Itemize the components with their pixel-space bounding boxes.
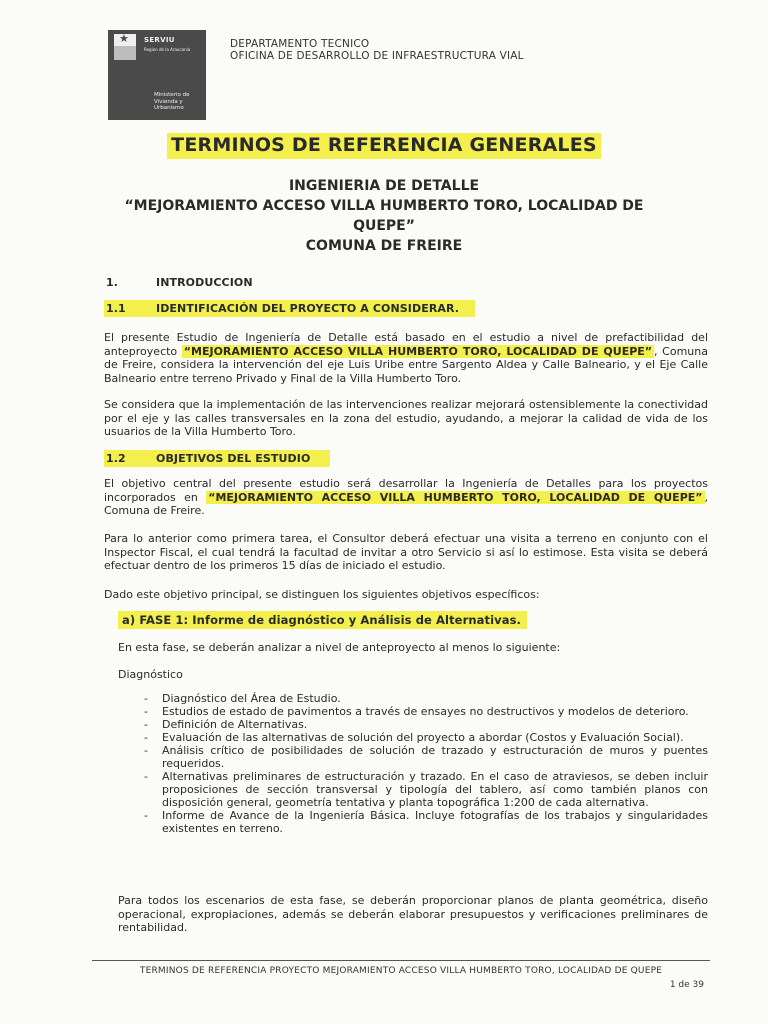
serviu-logo <box>108 30 206 120</box>
subtitle-line-1: INGENIERIA DE DETALLE <box>288 178 480 194</box>
document-subtitle <box>110 176 658 256</box>
subtitle-line-2: “MEJORAMIENTO ACCESO VILLA HUMBERTO TORO, LOCALIDAD DE <box>124 198 644 214</box>
paragraph-objective <box>104 477 708 518</box>
section-1-1-heading <box>104 302 475 315</box>
diagnostic-label: Diagnóstico <box>118 668 183 681</box>
section-number: 1.1 <box>106 302 126 315</box>
section-title: INTRODUCCION <box>156 276 253 289</box>
phase-1-title: a) FASE 1: Informe de diagnóstico y Análisis de Alternativas. <box>118 611 527 629</box>
subtitle-line-3: QUEPE” <box>353 218 415 234</box>
diagnostic-list <box>140 692 708 835</box>
paragraph-phase-intro: En esta fase, se deberán analizar a nivel de anteproyecto al menos lo siguiente: <box>118 641 561 654</box>
section-title: IDENTIFICACIÓN DEL PROYECTO A CONSIDERAR. <box>156 302 460 315</box>
section-1-2-heading <box>104 452 330 465</box>
section-number: 1.2 <box>106 452 126 465</box>
dept-line-1: DEPARTAMENTO TECNICO <box>230 38 370 50</box>
list-item: - Alternativas preliminares de estructuración y trazado. En el caso de atraviesos, se deben incluir proposiciones de sección transversal y tipología del tablero, así como también planos con disposición general, geometría tentativa y planta topográfica 1:200 de cada alternativa. <box>140 770 708 809</box>
list-item: - Análisis crítico de posibilidades de solución de trazado y estructuración de muros y puentes requeridos. <box>140 744 708 770</box>
footer-text: TERMINOS DE REFERENCIA PROYECTO MEJORAMIENTO ACCESO VILLA HUMBERTO TORO, LOCALIDAD DE QUEPE <box>139 966 663 976</box>
logo-ministry: Ministerio de Vivienda y Urbanismo <box>154 92 190 111</box>
paragraph-visit: Para lo anterior como primera tarea, el Consultor deberá efectuar una visita a terreno en conjunto con el Inspector Fiscal, el cual tendrá la facultad de invitar a otro Servicio si así lo estimose. Esta visita se deberá efectuar dentro de los primeros 15 días de iniciado el estudio. <box>104 532 708 572</box>
project-name-highlight: “MEJORAMIENTO ACCESO VILLA HUMBERTO TORO, LOCALIDAD DE QUEPE” <box>183 344 653 358</box>
logo-brand: SERVIU <box>144 36 175 44</box>
paragraph-specific-objectives: Dado este objetivo principal, se distinguen los siguientes objetivos específicos: <box>104 588 540 601</box>
page-number: 1 de 39 <box>669 980 704 990</box>
project-name-highlight: “MEJORAMIENTO ACCESO VILLA HUMBERTO TORO, LOCALIDAD DE QUEPE” <box>208 490 703 504</box>
seal-bottom-stripe <box>114 46 136 60</box>
paragraph-intro-c: , Comuna de Freire, considera la intervención del eje Luis Uribe entre Sargento Aldea y Calle Balneario, y el Eje Calle Balneario entre terreno Privado y Final de la Villa Humberto Toro. <box>104 344 708 385</box>
paragraph-objective-c: , Comuna de Freire. <box>104 490 708 517</box>
paragraph-scenarios: Para todos los escenarios de esta fase, se deberán proporcionar planos de planta geométrica, diseño operacional, expropiaciones, además se deberán elaborar presupuestos y verificaciones preliminares de rentabilidad. <box>118 894 708 934</box>
list-item: - Estudios de estado de pavimentos a través de ensayes no destructivos y modelos de deterioro. <box>140 705 708 718</box>
page-title <box>0 134 768 156</box>
star-icon: ★ <box>119 32 129 45</box>
section-1-heading <box>106 276 253 289</box>
paragraph-objective-a: El objetivo central del presente estudio será desarrollar la Ingeniería de Detalles para los proyectos incorporados en <box>104 477 708 504</box>
paragraph-intro <box>104 331 708 385</box>
subtitle-line-4: COMUNA DE FREIRE <box>305 238 463 254</box>
footer-divider <box>92 960 710 961</box>
paragraph-impact: Se considera que la implementación de las intervenciones realizar mejorará ostensiblemente la conectividad por el eje y las calles transversales en la zona del estudio, ayudando, a mejorar la calidad de vida de los usuarios de la Villa Humberto Toro. <box>104 398 708 438</box>
list-item: - Evaluación de las alternativas de solución del proyecto a abordar (Costos y Evaluación Social). <box>140 731 708 744</box>
logo-brand-sub: Region de la Araucania <box>144 47 191 52</box>
list-item: - Diagnóstico del Área de Estudio. <box>140 692 708 705</box>
section-number: 1. <box>106 276 119 289</box>
phase-1-heading <box>118 613 527 627</box>
page-title-text: TERMINOS DE REFERENCIA GENERALES <box>167 133 601 159</box>
dept-line-2: OFICINA DE DESARROLLO DE INFRAESTRUCTURA VIAL <box>230 50 524 62</box>
department-header <box>230 38 524 62</box>
list-item: - Informe de Avance de la Ingeniería Básica. Incluye fotografías de los trabajos y singularidades existentes en terreno. <box>140 809 708 835</box>
section-title: OBJETIVOS DEL ESTUDIO <box>156 452 311 465</box>
paragraph-intro-a: El presente Estudio de Ingeniería de Detalle está basado en el estudio a nivel de prefactibilidad del anteproyecto <box>104 331 708 358</box>
list-item: - Definición de Alternativas. <box>140 718 708 731</box>
